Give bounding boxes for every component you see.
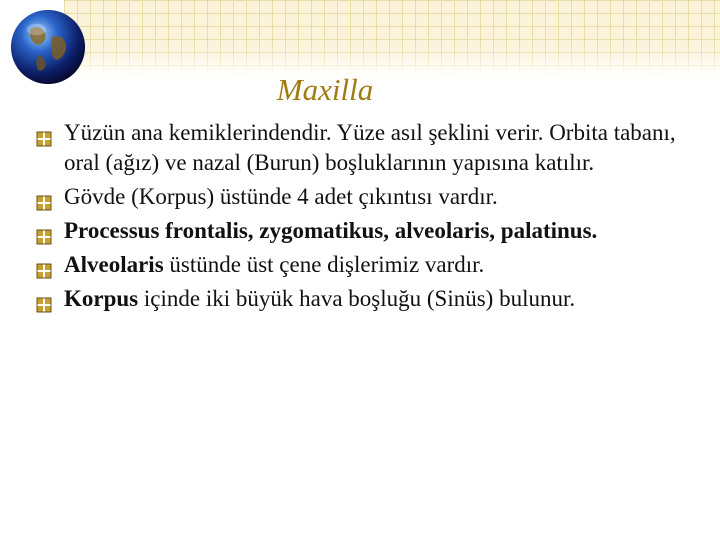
header-grid-band	[64, 0, 720, 78]
bullet-text: Yüzün ana kemiklerindendir. Yüze asıl şeklini verir. Orbita tabanı, oral (ağız) ve nazal (Burun) boşluklarının yapısına katılır.	[64, 120, 676, 175]
bullet-diamond-icon	[36, 125, 52, 141]
bullet-list	[36, 118, 706, 318]
bullet-item	[36, 216, 706, 246]
bullet-bold-text: Korpus	[64, 286, 139, 311]
bullet-diamond-icon	[36, 291, 52, 307]
bullet-text: üstünde üst çene dişlerimiz vardır.	[163, 252, 485, 277]
slide-title: Maxilla	[276, 72, 374, 107]
bullet-bold-text: Processus frontalis, zygomatikus, alveolaris, palatinus.	[64, 218, 598, 243]
bullet-text: içinde iki büyük hava boşluğu (Sinüs) bulunur.	[138, 286, 576, 311]
bullet-item	[36, 182, 706, 212]
bullet-item	[36, 284, 706, 314]
bullet-diamond-icon	[36, 223, 52, 239]
bullet-item	[36, 118, 706, 178]
bullet-text: Gövde (Korpus) üstünde 4 adet çıkıntısı vardır.	[64, 184, 498, 209]
bullet-item	[36, 250, 706, 280]
bullet-bold-text: Alveolaris	[64, 252, 164, 277]
bullet-diamond-icon	[36, 189, 52, 205]
bullet-diamond-icon	[36, 257, 52, 273]
